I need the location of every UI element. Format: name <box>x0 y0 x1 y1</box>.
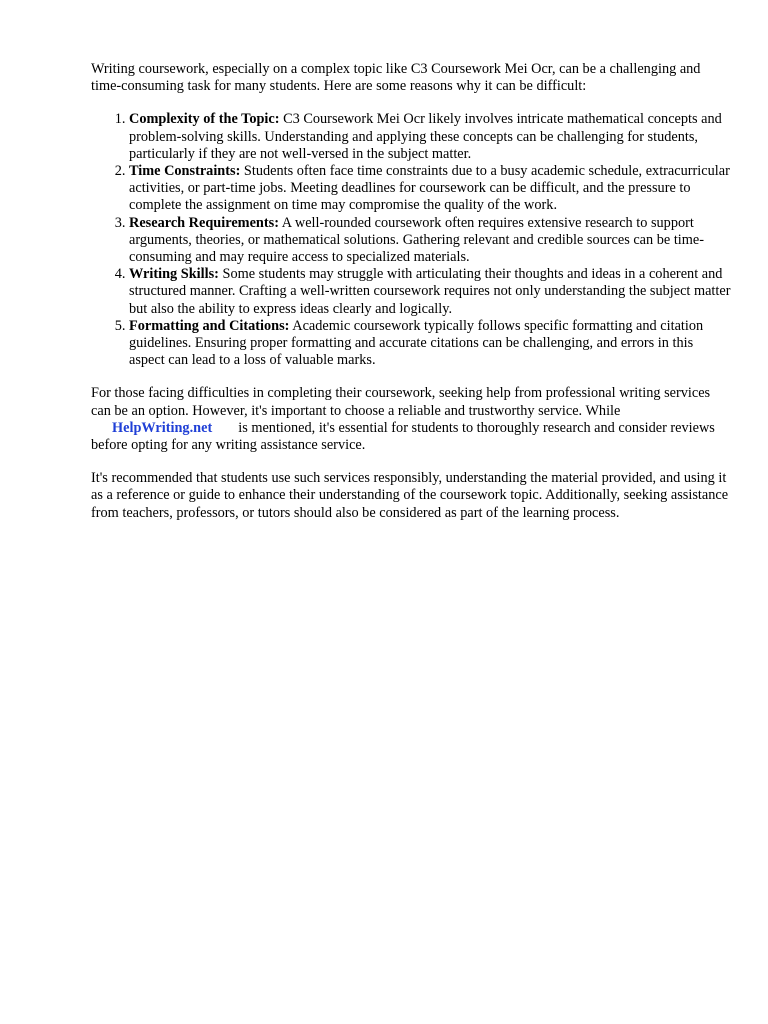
list-item-text: Some students may struggle with articulating their thoughts and ideas in a coherent and structured manner. Crafting a well-written coursework requires not only understanding the subject matter but also the ability to express ideas clearly and logically. <box>129 266 731 317</box>
list-item-text: A well-rounded coursework often requires extensive research to support arguments, theories, or mathematical solutions. Gathering relevant and credible sources can be time-consuming and may require access to specialized materials. <box>129 214 704 266</box>
reasons-list <box>91 111 731 369</box>
list-item-term: Writing Skills: <box>129 266 219 283</box>
list-item-text: C3 Coursework Mei Ocr likely involves intricate mathematical concepts and problem-solving skills. Understanding and applying these concepts can be challenging for students, particularly if they are not well-versed in the subject matter. <box>129 111 722 162</box>
list-item <box>129 318 731 370</box>
list-item-term: Complexity of the Topic: <box>129 111 280 128</box>
list-item-text: Students often face time constraints due to a busy academic schedule, extracurricular activities, or part-time jobs. Meeting deadlines for coursework can be difficult, and the pressure to complete the assignment on time may compromise the quality of the work. <box>129 163 730 214</box>
list-item <box>129 215 731 267</box>
list-item-term: Time Constraints: <box>129 163 241 180</box>
help-paragraph-before: For those facing difficulties in completing their coursework, seeking help from professional writing services can be an option. However, it's important to choose a reliable and trustworthy service. While <box>91 385 711 419</box>
list-item <box>129 266 731 318</box>
closing-paragraph: It's recommended that students use such services responsibly, understanding the material provided, and using it as a reference or guide to enhance their understanding of the coursework topic. Additionally, seeking assistance from teachers, professors, or tutors should also be considered as part of the learning process. <box>91 470 729 521</box>
list-item <box>129 111 731 163</box>
document-page <box>91 61 731 538</box>
list-item-term: Formatting and Citations: <box>129 317 290 334</box>
list-item <box>129 163 731 215</box>
list-item-text: Academic coursework typically follows specific formatting and citation guidelines. Ensuring proper formatting and accurate citations can be challenging, and errors in this aspect can lead to a loss of valuable marks. <box>129 317 704 369</box>
list-item-term: Research Requirements: <box>129 214 279 231</box>
help-paragraph-after: is mentioned, it's essential for students to thoroughly research and consider reviews before opting for any writing assistance service. <box>91 419 715 454</box>
help-paragraph <box>91 385 731 454</box>
intro-paragraph: Writing coursework, especially on a complex topic like C3 Coursework Mei Ocr, can be a challenging and time-consuming task for many students. Here are some reasons why it can be difficult: <box>91 61 701 95</box>
helpwriting-link[interactable]: HelpWriting.net <box>112 419 213 436</box>
